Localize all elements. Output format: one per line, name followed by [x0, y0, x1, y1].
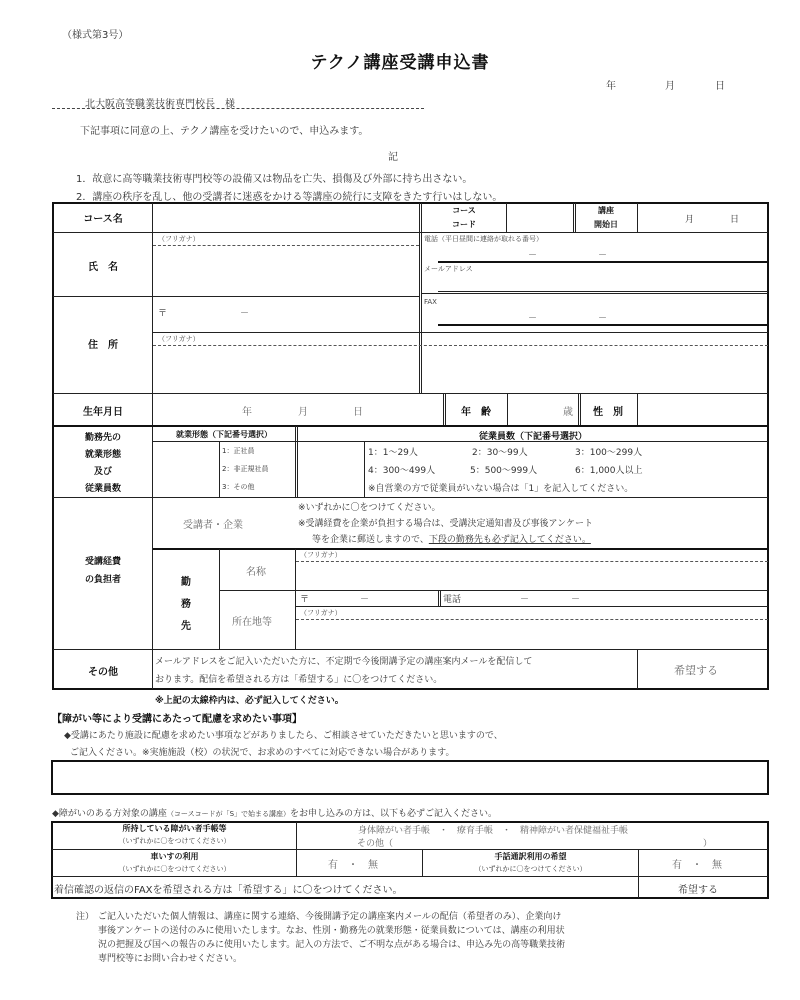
employment-label-line: 従業員数: [84, 484, 121, 494]
addressee: 北大阪高等職業技術専門校長 様: [85, 99, 235, 110]
address-label: 住 所: [88, 340, 118, 351]
fax-dash-1: －: [528, 314, 538, 324]
wheelchair-instruction: （いずれかに〇をつけてください）: [118, 865, 231, 873]
age-label: 年 齢: [461, 407, 491, 418]
workplace-name-field[interactable]: [296, 562, 768, 590]
birth-year-label: 年: [242, 407, 252, 418]
divider: [53, 649, 768, 650]
start-date-label-line2: 開始日: [594, 220, 618, 229]
payer-label: [54, 553, 152, 589]
postal-mark: 〒: [158, 309, 168, 319]
disability-intro-a: ◆障がいのある方対象の講座: [52, 809, 167, 819]
workplace-phone-dash-2: －: [571, 595, 581, 605]
workplace-label-char: 務: [181, 599, 191, 610]
divider: [438, 324, 768, 326]
handbook-label: 所持している障がい者手帳等: [122, 824, 227, 833]
employee-count-4: 4：300～499人: [368, 466, 436, 476]
workplace-address-furigana-label: （フリガナ）: [300, 609, 342, 617]
divider: [53, 425, 768, 427]
workplace-label: [153, 572, 219, 638]
date-year-label: 年: [606, 81, 616, 92]
divider: [52, 876, 768, 877]
workplace-postal-field[interactable]: [296, 591, 438, 605]
payer-note-3a: 等を企業に郵送しますので、: [312, 535, 429, 545]
birth-day-label: 日: [353, 407, 363, 418]
workplace-name-furigana-field[interactable]: [296, 550, 768, 561]
workplace-phone-label: 電話: [443, 595, 462, 605]
divider: [53, 497, 768, 498]
payer-label-line: の負担者: [84, 575, 121, 585]
workplace-phone-dash-1: －: [520, 595, 530, 605]
sign-language-label: 手話通訳利用の希望: [494, 852, 567, 861]
divider: [153, 441, 768, 442]
ki-heading: 記: [388, 152, 398, 163]
fax-confirm-option[interactable]: 希望する: [678, 885, 718, 896]
gender-field[interactable]: [638, 394, 768, 424]
start-month-label: 月: [685, 215, 695, 225]
sign-language-instruction: （いずれかに〇をつけてください）: [474, 865, 587, 873]
employee-count-header: 従業員数（下記番号選択）: [478, 432, 587, 442]
payer-note-3b: 下段の勤務先も必ず記入してください。: [428, 535, 591, 545]
intro-text: 下記事項に同意の上、テクノ講座を受けたいので、申込みます。: [80, 126, 369, 137]
gender-label: 性 別: [593, 407, 623, 418]
payer-options[interactable]: 受講者・企業: [183, 520, 243, 531]
workplace-label-char: 勤: [181, 577, 191, 588]
divider: [578, 393, 581, 425]
workplace-address-field[interactable]: [296, 620, 768, 649]
disability-intro-b: （コースコードが「S」で始まる講座）: [166, 810, 291, 818]
name-label: 氏 名: [88, 262, 118, 273]
disability-intro: [52, 806, 497, 819]
employment-type-2: 2：非正規社員: [222, 465, 269, 473]
disability-intro-c: をお申し込みの方は、以下も必ずご記入ください。: [290, 809, 498, 819]
handbook-other-close: ）: [703, 839, 713, 849]
employment-type-field[interactable]: [153, 442, 219, 496]
name-furigana-field[interactable]: [153, 233, 419, 245]
wheelchair-label: 車いすの利用: [150, 852, 199, 861]
fax-dash-2: －: [598, 314, 608, 324]
workplace-address-furigana-field[interactable]: [296, 607, 768, 619]
handbook-other-open: その他（: [357, 839, 394, 849]
employee-count-field[interactable]: [298, 442, 364, 496]
employment-label-line: 就業形態: [84, 450, 121, 460]
fax-label: FAX: [424, 298, 437, 306]
course-name-field[interactable]: [153, 204, 419, 232]
employment-type-3: 3：その他: [222, 483, 255, 491]
employee-count-2: 2：30～99人: [472, 448, 528, 458]
employment-label-line: 勤務先の: [84, 433, 121, 443]
phone-dash-2: －: [598, 251, 608, 261]
handbook-instruction: （いずれかに〇をつけてください）: [118, 837, 231, 845]
required-note: ※上記の太線枠内は、必ず記入してください。: [155, 696, 344, 706]
divider: [53, 296, 153, 297]
email-field[interactable]: [438, 274, 766, 290]
accommodation-heading: 【障がい等により受講にあたって配慮を求めたい事項】: [52, 714, 302, 725]
addressee-underline: [52, 108, 424, 109]
page-title: テクノ講座受講申込書: [310, 53, 490, 73]
divider: [219, 549, 220, 649]
divider: [637, 650, 638, 689]
rule-1: 1．故意に高等職業技術専門校等の設備又は物品を亡失、損傷及び外部に持ち出さない。: [76, 174, 473, 185]
phone-field[interactable]: [438, 244, 766, 260]
address-furigana-label: （フリガナ）: [158, 335, 200, 343]
birth-date-label: 生年月日: [83, 407, 123, 418]
postal-code-field[interactable]: [153, 297, 419, 331]
workplace-postal-mark: 〒: [300, 595, 310, 605]
date-day-label: 日: [715, 81, 725, 92]
workplace-name-label: 名称: [246, 567, 266, 578]
start-date-label-line1: 講座: [598, 206, 614, 215]
employee-count-1: 1：1～29人: [368, 448, 418, 458]
employee-count-6: 6：1,000人以上: [575, 466, 643, 476]
name-field[interactable]: [153, 246, 419, 296]
divider: [364, 441, 365, 497]
age-unit: 歳: [563, 407, 573, 418]
handbook-other-field[interactable]: [400, 835, 700, 847]
employee-count-3: 3：100～299人: [575, 448, 643, 458]
workplace-furigana-label: （フリガナ）: [300, 551, 342, 559]
employment-type-header: 就業形態（下記番号選択）: [176, 430, 272, 439]
phone-dash-1: －: [528, 251, 538, 261]
phone-label: 電話（平日昼間に連絡が取れる番号）: [424, 235, 543, 243]
email-label: メールアドレス: [424, 265, 473, 273]
workplace-address-label: 所在地等: [232, 617, 272, 628]
employee-count-5: 5：500～999人: [470, 466, 538, 476]
privacy-line-4: 専門校等にお問い合わせください。: [98, 954, 243, 964]
other-label: その他: [88, 667, 118, 678]
workplace-label-char: 先: [181, 621, 191, 632]
start-date-field[interactable]: [638, 204, 768, 232]
course-code-label-line2: コード: [452, 220, 476, 229]
workplace-phone-field[interactable]: [470, 591, 768, 605]
postal-dash: －: [240, 309, 250, 319]
divider: [438, 590, 441, 606]
employment-type-1: 1：正社員: [222, 447, 255, 455]
course-code-label: [422, 204, 506, 232]
workplace-postal-dash: －: [360, 595, 370, 605]
sign-language-options[interactable]: 有 ・ 無: [672, 860, 722, 871]
divider: [219, 441, 220, 497]
employment-label: [54, 430, 152, 498]
name-furigana-label: （フリガナ）: [158, 235, 200, 243]
employee-note: ※自営業の方で従業員がいない場合は「1」を記入してください。: [368, 484, 634, 494]
course-code-field[interactable]: [507, 204, 573, 232]
accommodation-text-2: ご記入ください。※実施施設（校）の状況で、お求めのすべてに対応できない場合があります。: [70, 748, 455, 758]
handbook-options[interactable]: 身体障がい者手帳 ・ 療育手帳 ・ 精神障がい者保健福祉手帳: [358, 826, 629, 836]
accommodation-text-1: ◆受講にあたり施設に配慮を求めたい事項などがありましたら、ご相談させていただきたいと思いますので、: [64, 731, 503, 741]
course-code-label-line1: コース: [452, 206, 476, 215]
start-date-label: [576, 204, 636, 232]
course-name-label: コース名: [83, 214, 123, 225]
address-field[interactable]: [153, 346, 768, 392]
privacy-line-1: ご記入いただいた個人情報は、講座に関する連絡、今後開講予定の講座案内メールの配信（希望者のみ）、企業向け: [98, 912, 562, 922]
payer-note-1: ※いずれかに〇をつけてください。: [298, 503, 441, 513]
birth-date-field[interactable]: [153, 394, 443, 424]
fax-field[interactable]: [438, 306, 766, 324]
form-number: （様式第3号）: [62, 30, 129, 41]
birth-month-label: 月: [298, 407, 308, 418]
divider: [438, 291, 768, 292]
privacy-line-2: 事後アンケートの送付のみに使用いたします。なお、性別・勤務先の就業形態・従業員数については、講座の利用状: [98, 926, 565, 936]
divider: [52, 849, 768, 850]
fax-confirm-text: 着信確認の返信のFAXを希望される方は「希望する」に〇をつけてください。: [54, 885, 403, 896]
accommodation-field[interactable]: [51, 760, 769, 795]
privacy-line-3: 況の把握及び国への報告のみに使用いたします。記入の方法で、ご不明な点がある場合は、申込み先の高等職業技術: [98, 940, 566, 950]
start-day-label: 日: [730, 215, 740, 225]
divider: [438, 261, 768, 263]
other-text-2: おります。配信を希望される方は「希望する」に〇をつけてください。: [155, 675, 443, 685]
payer-label-line: 受講経費: [84, 557, 121, 567]
divider: [421, 293, 768, 294]
employment-label-line: 及び: [93, 467, 112, 477]
date-month-label: 月: [665, 81, 675, 92]
privacy-prefix: 注）: [76, 912, 95, 922]
other-text-1: メールアドレスをご記入いただいた方に、不定期で今後開講予定の講座案内メールを配信して: [155, 657, 533, 667]
rule-2: 2．講座の秩序を乱し、他の受講者に迷惑をかける等講座の続行に支障をきたす行いはしない。: [76, 192, 503, 203]
address-furigana-field[interactable]: [153, 333, 768, 345]
payer-note-2: ※受講経費を企業が負担する場合は、受講決定通知書及び事後アンケート: [298, 519, 594, 529]
wheelchair-options[interactable]: 有 ・ 無: [328, 860, 378, 871]
email-newsletter-option[interactable]: 希望する: [674, 664, 718, 677]
divider: [638, 850, 639, 898]
payer-note-3: [312, 532, 591, 545]
